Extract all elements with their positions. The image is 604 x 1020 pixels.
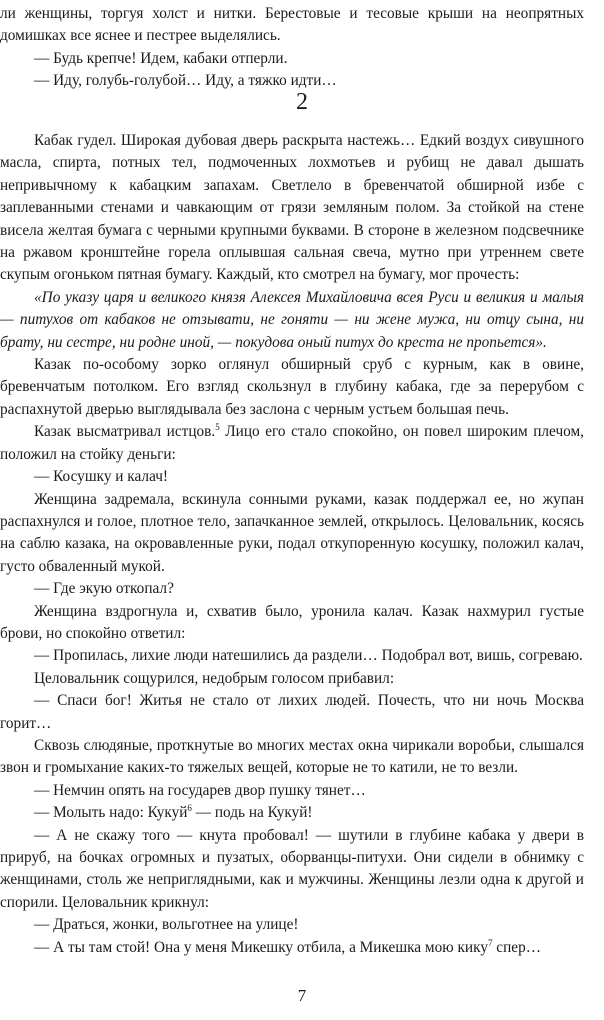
- preceding-text: [0, 3, 584, 93]
- dialogue-line: — Косушку и калач!: [34, 468, 169, 486]
- paragraph-text: — Молыть надо: Кукуй: [34, 804, 188, 822]
- paragraph-text: — А ты там стой! Она у меня Микешку отбила, а Микешка мою кику: [34, 938, 488, 956]
- dialogue-line: — Немчин опять на государев двор пушку тянет…: [34, 781, 366, 799]
- chapter-number: 2: [296, 89, 308, 115]
- footnote-marker: 6: [187, 803, 192, 814]
- paragraph-text: Казак высматривал истцов.: [34, 423, 216, 441]
- dialogue-line: — Пропилась, лихие люди натешились да раздели… Подобрал вот, вишь, согреваю.: [34, 647, 583, 665]
- paragraph: Сквозь слюдяные, проткнутые во многих местах окна чирикали воробьи, слышался звон и громыхание каких-то тяжелых вещей, которые не то катили, не то везли.: [0, 736, 584, 777]
- paragraph-text: Лицо его стало спокойно, он повел широким плечом, положил на стойку деньги:: [0, 423, 585, 463]
- dialogue-line: — Иду, голубь-голубой… Иду, а тяжко идти…: [34, 72, 337, 90]
- paragraph-text: спер…: [492, 938, 542, 956]
- paragraph: Казак по-особому зорко оглянул обширный сруб с курным, как в овине, бревенчатым потолком. Его взгляд скользнул в глубину кабака, где за перерубом с распахнутой дверью выглядывала без заслона с черным устьем большая печь.: [0, 356, 584, 418]
- decree-quote: «По указу царя и великого князя Алексея Михайловича всея Руси и великия и малыя — питухов от кабаков не отзывати, не гоняти — ни жене мужа, ни отцу сына, ни брату, ни сестре, ни родне иной, — покудова оный питух до креста не пропьется».: [0, 288, 584, 351]
- dialogue-line: [0, 802, 584, 824]
- paragraph: Кабак гудел. Широкая дубовая дверь раскрыта настежь… Едкий воздух сивушного масла, спирта, потных тел, подмоченных лохмотьев и рубищ не давал дышать непривычному к кабацким запахам. Светлело в бревенчатой обширной избе с заплеванными стенами и чавкающим от грязи земляным полом. За стойкой на стене висела желтая бумага с черными крупными буквами. В стороне в железном подсвечнике на ржавом кронштейне горела оплывшая сальная свеча, мутно при утреннем свете скупым огоньком пятная бумагу. Каждый, кто смотрел на бумагу, мог прочесть:: [0, 132, 584, 284]
- paragraph: ли женщины, торгуя холст и нитки. Берестовые и тесовые крыши на неопрятных домишках все яснее и пестрее выделялись.: [0, 5, 584, 45]
- dialogue-line: — Спаси бог! Житья не стало от лихих людей. Почесть, что ни ночь Москва горит…: [0, 692, 584, 732]
- dialogue-line: — А не скажу того — кнута пробовал! — шутили в глубине кабака у двери в прируб, на бочках огромных и пузатых, оборванцы-питухи. Они сидели в обнимку с женщинами, столь же неприглядными, как и мужчины. Женщины лезли одна к другой и спорили. Целовальник крикнул:: [0, 826, 584, 911]
- dialogue-line: [0, 937, 584, 959]
- dialogue-line: — Будь крепче! Идем, кабаки отперли.: [34, 49, 288, 67]
- dialogue-line: — Драться, жонки, вольготнее на улице!: [34, 916, 299, 934]
- paragraph: Женщина задремала, вскинула сонными руками, казак поддержал ее, но жупан распахнулся и голое, плотное тело, запачканное землей, открылось. Целовальник, косясь на саблю казака, на окровавленные руки, подал откупоренную косушку, положил калач, густо обваленный мукой.: [0, 490, 584, 575]
- footnote-marker: 7: [487, 937, 493, 948]
- footnote-marker: 5: [215, 422, 220, 433]
- paragraph: [0, 421, 584, 466]
- paragraph: Целовальник сощурился, недобрым голосом прибавил:: [34, 669, 395, 687]
- paragraph: Женщина вздрогнула и, схватив было, уронила калач. Казак нахмурил густые брови, но спокойно ответил:: [0, 602, 584, 642]
- dialogue-line: — Где экую откопал?: [34, 580, 174, 598]
- paragraph-text: — подь на Кукуй!: [191, 804, 313, 822]
- page-number: 7: [297, 986, 307, 1005]
- chapter-text: [0, 130, 584, 959]
